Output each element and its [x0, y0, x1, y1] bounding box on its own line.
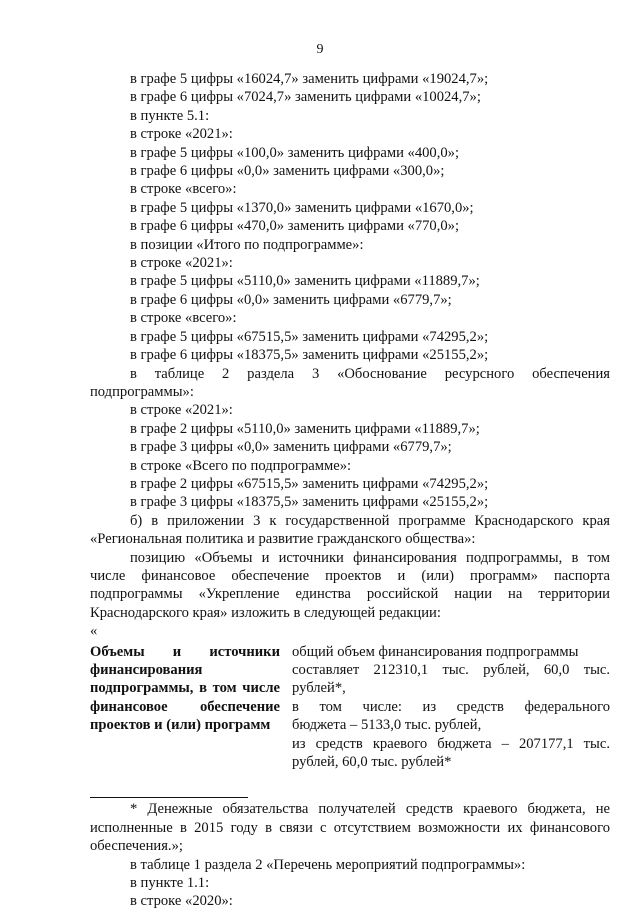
amendment-line: в пункте 5.1:: [130, 107, 210, 124]
table-value-line: рублей, 60,0 тыс. рублей*: [292, 754, 452, 771]
paragraph-line: позицию «Объемы и источники финансирования подпрограммы, в том: [130, 549, 610, 566]
table-value-line: общий объем финансирования подпрограммы: [292, 643, 579, 660]
amendment-line: в позиции «Итого по подпрограмме»:: [130, 236, 364, 253]
amendment-line: в графе 5 цифры «16024,7» заменить цифрами «19024,7»;: [130, 71, 489, 87]
document-body: [90, 70, 610, 911]
amendment-line: в графе 5 цифры «67515,5» заменить цифрами «74295,2»;: [130, 328, 489, 345]
amendment-line: в строке «всего»:: [130, 310, 237, 327]
amendment-line: в графе 3 цифры «0,0» заменить цифрами «6779,7»;: [130, 439, 452, 456]
paragraph-position: [90, 549, 610, 623]
table-value-line: бюджета – 5133,0 тыс. рублей,: [292, 717, 482, 734]
table-label-line: подпрограммы, в том числе: [90, 680, 280, 697]
amendment-list-c: [90, 856, 610, 911]
paragraph-line: подпрограммы»:: [90, 383, 194, 400]
table-value-line: рублей*,: [292, 680, 346, 697]
amendment-line: в строке «2020»:: [130, 893, 233, 910]
footnote-line: обеспечения.»;: [90, 838, 183, 855]
paragraph-line: подпрограммы «Укрепление единства российской нации на территории: [90, 586, 610, 603]
page-number: 9: [316, 42, 324, 57]
amendment-line: в графе 6 цифры «0,0» заменить цифрами «300,0»;: [130, 163, 445, 180]
footnote-line: * Денежные обязательства получателей средств краевого бюджета, не: [130, 801, 610, 818]
table-value-line: составляет 212310,1 тыс. рублей, 60,0 тыс.: [292, 662, 610, 678]
table-label-line: финансовое обеспечение: [90, 698, 280, 715]
amendment-line: в пункте 1.1:: [130, 875, 210, 892]
paragraph-line: «Региональная политика и развитие гражданского общества»:: [90, 531, 476, 548]
amendment-line: в графе 6 цифры «0,0» заменить цифрами «6779,7»;: [130, 291, 452, 308]
amendment-line: в графе 6 цифры «18375,5» заменить цифрами «25155,2»;: [130, 347, 489, 364]
amendment-line: в строке «всего»:: [130, 181, 237, 198]
amendment-line: в графе 3 цифры «18375,5» заменить цифрами «25155,2»;: [130, 494, 489, 511]
amendment-line: в графе 6 цифры «7024,7» заменить цифрами «10024,7»;: [130, 89, 481, 106]
table-label-line: финансирования: [90, 662, 203, 678]
paragraph-line: Краснодарского края» изложить в следующей редакции:: [90, 604, 441, 621]
table-value-line: в том числе: из средств федерального: [292, 698, 610, 715]
footnote: [90, 800, 610, 855]
table-label-line: Объемы и источники: [90, 643, 280, 660]
table-value-cell: [292, 643, 610, 772]
amendment-line: в графе 5 цифры «100,0» заменить цифрами «400,0»;: [130, 144, 460, 161]
passport-table: [90, 643, 610, 772]
amendment-line: в графе 6 цифры «470,0» заменить цифрами «770,0»;: [130, 218, 460, 235]
amendment-list-a: [90, 70, 610, 365]
paragraph-b: [90, 512, 610, 549]
paragraph-table2: [90, 365, 610, 402]
paragraph-line: б) в приложении 3 к государственной программе Краснодарского края: [130, 512, 610, 529]
amendment-line: в графе 5 цифры «5110,0» заменить цифрами «11889,7»;: [130, 273, 480, 290]
footnote-separator: [90, 797, 248, 798]
table-label-cell: [90, 643, 292, 772]
amendment-line: в графе 2 цифры «67515,5» заменить цифрами «74295,2»;: [130, 475, 489, 492]
open-quote: «: [90, 623, 98, 640]
amendment-list-b: [90, 401, 610, 511]
amendment-line: в строке «2021»:: [130, 126, 233, 143]
table-label-line: проектов и (или) программ: [90, 717, 271, 734]
footnote-line: исполненные в 2015 году в связи с отсутствием возможности их финансового: [90, 819, 610, 836]
amendment-line: в строке «2021»:: [130, 402, 233, 419]
paragraph-line: числе финансовое обеспечение проектов и (или) программ» паспорта: [90, 567, 610, 584]
amendment-line: в строке «Всего по подпрограмме»:: [130, 457, 352, 474]
amendment-line: в графе 2 цифры «5110,0» заменить цифрами «11889,7»;: [130, 420, 480, 437]
amendment-line: в строке «2021»:: [130, 255, 233, 272]
amendment-line: в таблице 1 раздела 2 «Перечень мероприятий подпрограммы»:: [130, 856, 526, 873]
amendment-line: в графе 5 цифры «1370,0» заменить цифрами «1670,0»;: [130, 199, 474, 216]
paragraph-line: в таблице 2 раздела 3 «Обоснование ресурсного обеспечения: [130, 365, 610, 382]
table-value-line: из средств краевого бюджета – 207177,1 тыс.: [292, 735, 610, 752]
